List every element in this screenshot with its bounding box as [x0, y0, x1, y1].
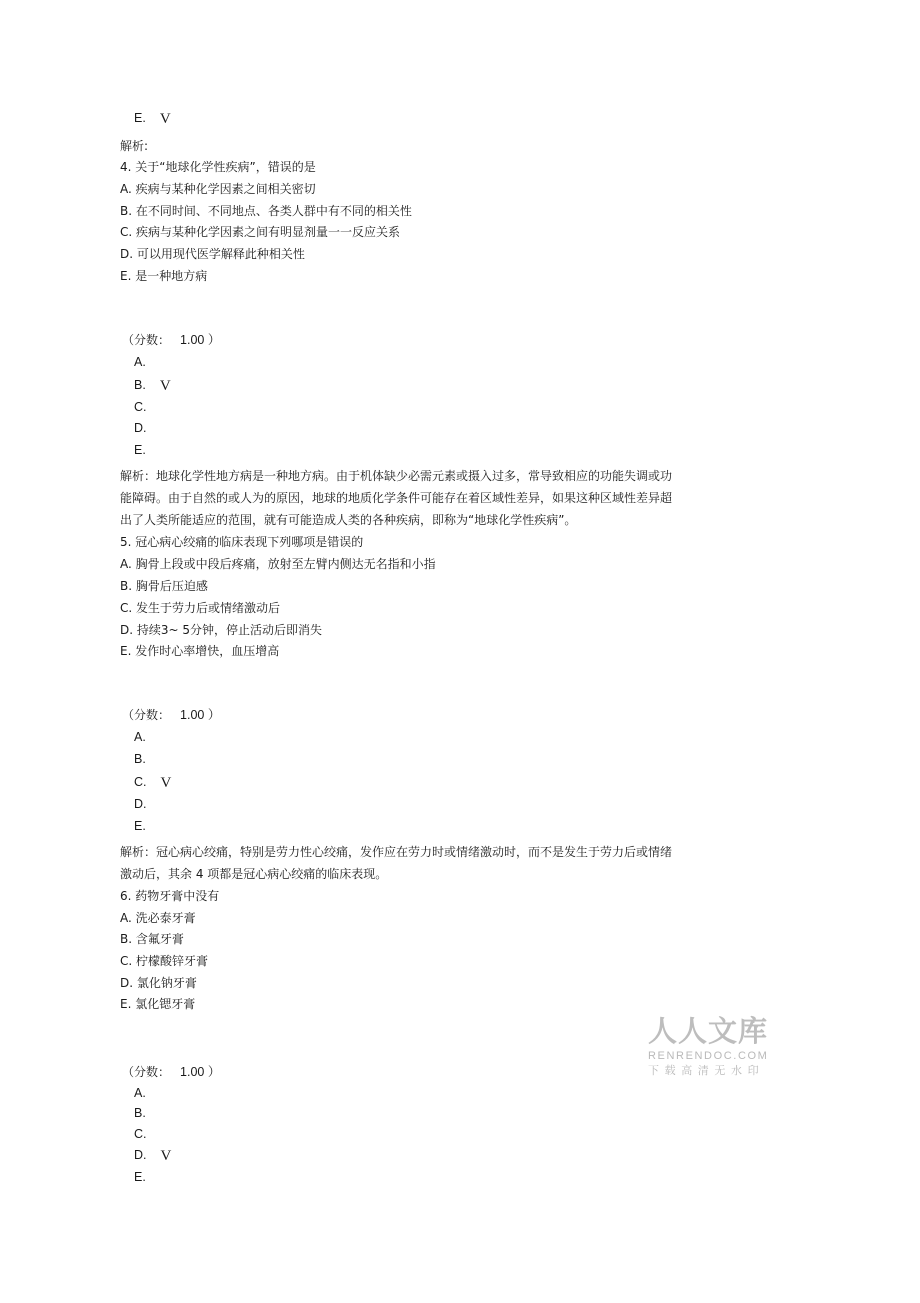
q4-title: 4. 关于“地球化学性疾病”，错误的是: [120, 160, 316, 174]
q6-option-b: B. 含氟牙膏: [120, 932, 184, 946]
q5-option-e: E. 发作时心率增快，血压增高: [120, 644, 280, 658]
q5-option-a: A. 胸骨上段或中段后疼痛，放射至左臂内侧达无名指和小指: [120, 557, 436, 571]
check-mark-icon: V: [159, 111, 171, 127]
q6-option-e: E. 氯化锶牙膏: [120, 997, 196, 1011]
q5-option-b: B. 胸骨后压迫感: [120, 579, 208, 593]
q5-analysis-line: 解析：冠心病心绞痛，特别是劳力性心绞痛，发作应在劳力时或情绪激动时，而不是发生于劳力后或情绪: [120, 845, 673, 859]
q5-title: 5. 冠心病心绞痛的临床表现下列哪项是错误的: [120, 535, 364, 549]
q6-title: 6. 药物牙膏中没有: [120, 889, 220, 903]
watermark-cn: 人人文库: [648, 1014, 769, 1048]
q4-answer-b: B. V: [134, 378, 171, 394]
q3-analysis-label: 解析:: [120, 139, 149, 153]
q5-answer-a: A.: [134, 730, 146, 744]
q4-option-b: B. 在不同时间、不同地点、各类人群中有不同的相关性: [120, 204, 412, 218]
q4-option-a: A. 疾病与某种化学因素之间相关密切: [120, 182, 316, 196]
q5-option-d: D. 持续3~ 5分钟，停止活动后即消失: [120, 623, 323, 637]
q6-option-a: A. 洗必泰牙膏: [120, 911, 196, 925]
q6-answer-b: B.: [134, 1106, 146, 1120]
watermark-sub: 下载高清无水印: [648, 1064, 765, 1077]
q6-answer-e: E.: [134, 1170, 146, 1184]
q4-answer-c: C.: [134, 400, 147, 414]
watermark-en: RENRENDOC.COM: [648, 1050, 769, 1062]
q6-option-c: C. 柠檬酸锌牙膏: [120, 954, 209, 968]
q5-analysis: [120, 841, 700, 885]
check-mark-icon: V: [160, 1148, 172, 1164]
q3-answer-e: E. V: [134, 111, 171, 127]
q4-answer-e: E.: [134, 443, 146, 457]
q4-analysis-line: 能障碍。由于自然的或人为的原因，地球的地质化学条件可能存在着区域性差异，如果这种区域性差异超: [120, 491, 673, 505]
q6-answer-a: A.: [134, 1086, 146, 1100]
q6-option-d: D. 氯化钠牙膏: [120, 976, 197, 990]
q5-answer-b: B.: [134, 752, 146, 766]
q5-answer-e: E.: [134, 819, 146, 833]
watermark-logo: [648, 1014, 774, 1078]
q4-answer-a: A.: [134, 355, 146, 369]
q5-analysis-line: 激动后，其余 4 项都是冠心病心绞痛的临床表现。: [120, 867, 388, 881]
q4-answer-d: D.: [134, 421, 147, 435]
q4-option-e: E. 是一种地方病: [120, 269, 208, 283]
q6-answer-c: C.: [134, 1127, 147, 1141]
q4-score: （分数： 1.00 ）: [122, 333, 221, 347]
q4-analysis: [120, 465, 700, 531]
check-mark-icon: V: [160, 775, 172, 791]
q5-option-c: C. 发生于劳力后或情绪激动后: [120, 601, 281, 615]
q4-analysis-line: 出了人类所能适应的范围，就有可能造成人类的各种疾病，即称为“地球化学性疾病”。: [120, 513, 577, 527]
q4-analysis-line: 解析：地球化学性地方病是一种地方病。由于机体缺少必需元素或摄入过多，常导致相应的功能失调或功: [120, 469, 673, 483]
q5-score: （分数： 1.00 ）: [122, 708, 221, 722]
q6-answer-d: D. V: [134, 1148, 172, 1164]
check-mark-icon: V: [159, 378, 171, 394]
q6-score: （分数： 1.00 ）: [122, 1065, 221, 1079]
q4-option-c: C. 疾病与某种化学因素之间有明显剂量一一反应关系: [120, 225, 401, 239]
q4-option-d: D. 可以用现代医学解释此种相关性: [120, 247, 305, 261]
q5-answer-d: D.: [134, 797, 147, 811]
q5-answer-c: C. V: [134, 775, 172, 791]
